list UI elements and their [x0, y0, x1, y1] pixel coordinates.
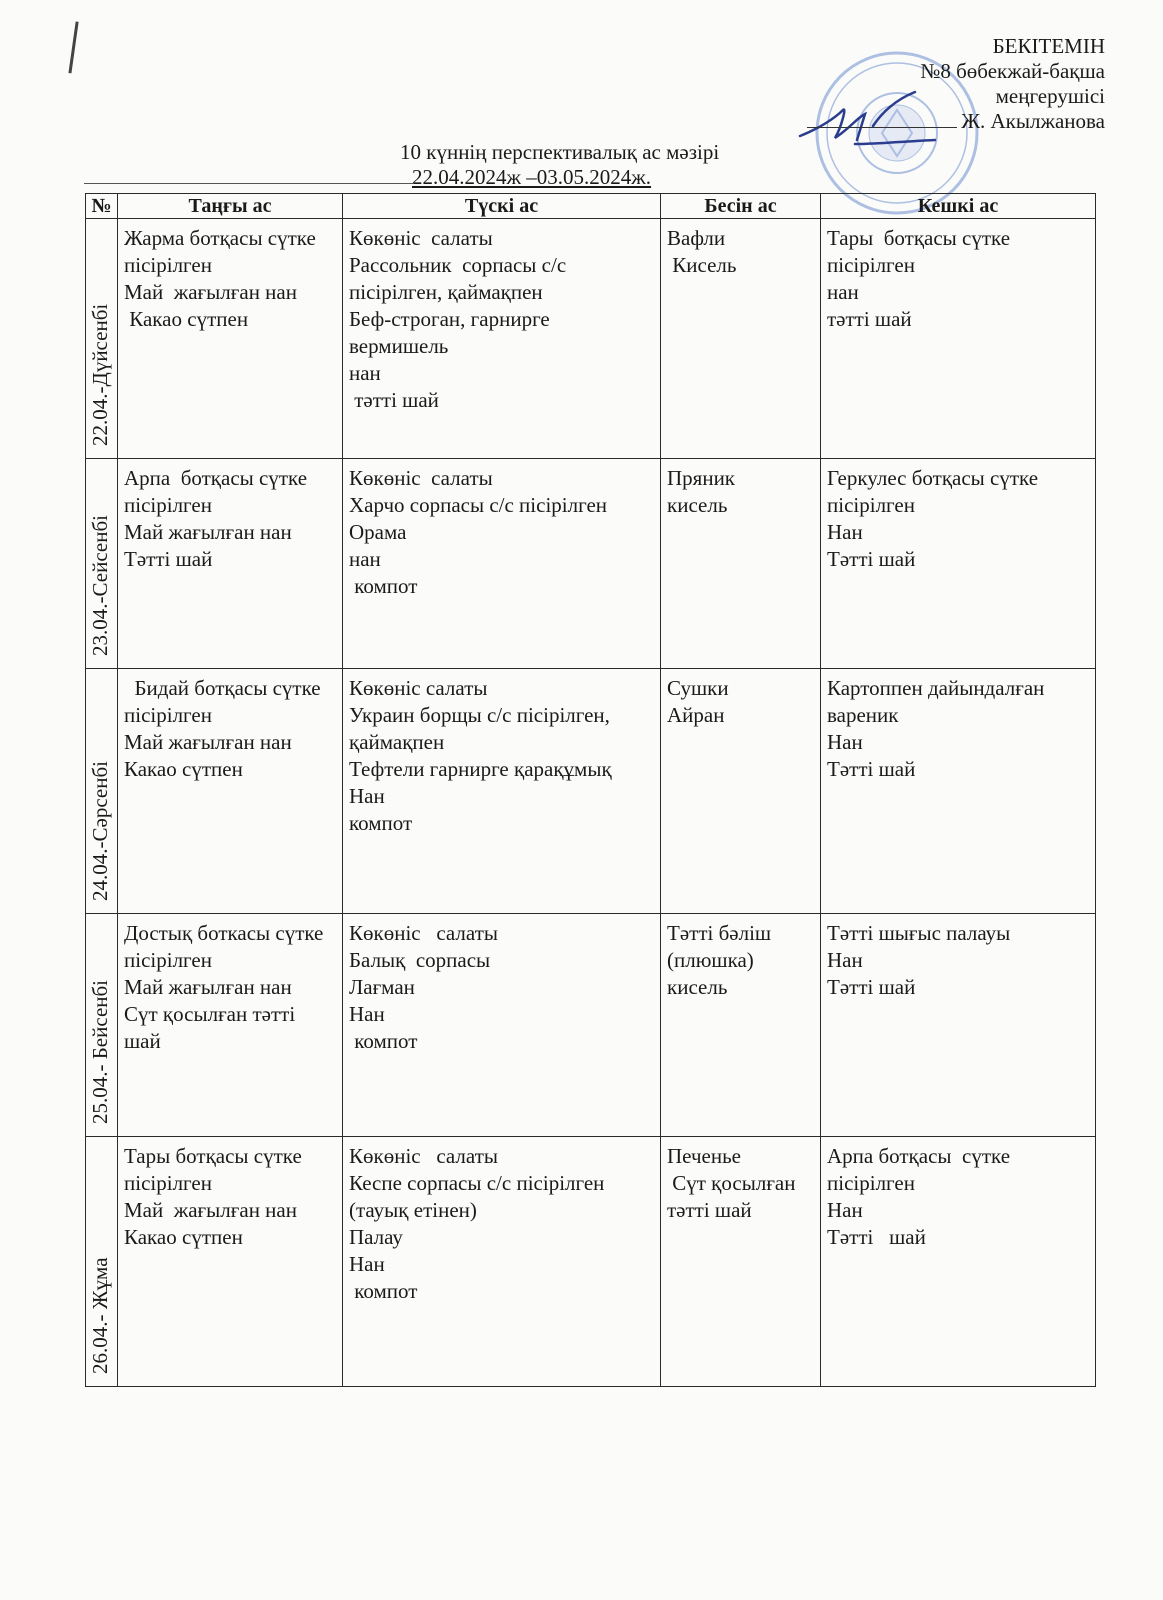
menu-item: тәтті шай — [349, 388, 439, 412]
menu-item: Какао сүтпен — [124, 307, 249, 331]
table-header-row — [86, 194, 1096, 219]
breakfast-cell — [118, 669, 343, 914]
day-label: 24.04.-Сәрсенбі — [87, 761, 112, 901]
title-dates: 22.04.2024ж –03.05.2024ж. — [412, 165, 652, 189]
menu-item: Айран — [667, 703, 725, 727]
menu-item: Май жағылған нан — [124, 730, 292, 754]
menu-item: Көкөніс салаты — [349, 1144, 498, 1168]
page-title — [400, 140, 820, 190]
menu-item: Нан — [827, 520, 863, 544]
breakfast-cell — [118, 459, 343, 669]
lunch-cell — [343, 1137, 661, 1387]
approval-position: меңгерушісі — [995, 84, 1105, 108]
dinner-cell — [821, 459, 1096, 669]
menu-item: тәтті шай — [827, 307, 912, 331]
menu-table — [85, 193, 1096, 1387]
menu-item: Арпа ботқасы сүтке пісірілген — [124, 466, 313, 517]
dinner-cell — [821, 1137, 1096, 1387]
breakfast-cell — [118, 219, 343, 459]
header-snack: Бесін ас — [661, 194, 821, 219]
menu-item: Көкөніс салаты — [349, 226, 493, 250]
snack-cell — [661, 219, 821, 459]
table-row — [86, 914, 1096, 1137]
menu-item: нан — [349, 361, 381, 385]
menu-item: Бидай ботқасы сүтке пісірілген — [124, 676, 326, 727]
table-row — [86, 1137, 1096, 1387]
menu-item: Тәтті шай — [827, 547, 916, 571]
menu-item: Сушки — [667, 676, 729, 700]
table-row — [86, 219, 1096, 459]
header-dinner: Кешкі ас — [821, 194, 1096, 219]
lunch-cell — [343, 459, 661, 669]
menu-item: Жарма ботқасы сүтке пісірілген — [124, 226, 322, 277]
signature-line — [807, 127, 957, 128]
menu-item: Нан — [827, 1198, 863, 1222]
menu-item: Май жағылған нан — [124, 520, 292, 544]
lunch-cell — [343, 914, 661, 1137]
pen-mark — [68, 21, 86, 74]
approval-name-line — [805, 109, 1105, 134]
table-body — [86, 219, 1096, 1387]
menu-item: Сүт қосылған тәтті шай — [667, 1171, 801, 1222]
day-cell — [86, 669, 118, 914]
day-cell — [86, 219, 118, 459]
snack-cell — [661, 1137, 821, 1387]
menu-item: Орама — [349, 520, 407, 544]
menu-item: Рассольник сорпасы с/с пісірілген, қаймақпен — [349, 253, 572, 304]
dinner-cell — [821, 914, 1096, 1137]
dinner-cell — [821, 669, 1096, 914]
menu-item: Нан — [349, 1002, 385, 1026]
day-label: 26.04.- Жұма — [87, 1257, 112, 1374]
menu-item: Нан — [349, 1252, 385, 1276]
menu-item: Нан — [349, 784, 385, 808]
day-label: 25.04.- Бейсенбі — [87, 979, 112, 1124]
approval-org: №8 бөбекжай-бақша — [920, 59, 1105, 83]
day-cell — [86, 914, 118, 1137]
day-label: 22.04.-Дүйсенбі — [87, 303, 112, 446]
header-breakfast: Таңғы ас — [118, 194, 343, 219]
menu-item: Геркулес ботқасы сүтке пісірілген — [827, 466, 1044, 517]
menu-item: Тефтели гарнирге қарақұмық — [349, 757, 612, 781]
menu-item: Лағман — [349, 975, 415, 999]
menu-item: компот — [349, 574, 418, 598]
menu-item: Достық боткасы сүтке пісірілген — [124, 921, 329, 972]
approval-heading: БЕКІТЕМІН — [992, 34, 1105, 58]
table-row — [86, 669, 1096, 914]
menu-item: Көкөніс салаты — [349, 676, 488, 700]
menu-item: Май жағылған нан — [124, 280, 297, 304]
menu-item: Май жағылған нан — [124, 975, 292, 999]
menu-item: Тәтті шай — [124, 547, 213, 571]
snack-cell — [661, 459, 821, 669]
menu-item: Тәтті шай — [827, 757, 916, 781]
menu-item: Сүт қосылған тәтті шай — [124, 1002, 301, 1053]
menu-item: Нан — [827, 730, 863, 754]
divider — [84, 183, 414, 184]
menu-item: Харчо сорпасы с/с пісірілген — [349, 493, 607, 517]
day-cell — [86, 1137, 118, 1387]
menu-item: Тәтті шай — [827, 975, 916, 999]
menu-item: компот — [349, 1029, 418, 1053]
day-cell — [86, 459, 118, 669]
menu-item: Какао сүтпен — [124, 1225, 243, 1249]
dinner-cell — [821, 219, 1096, 459]
menu-item: компот — [349, 811, 413, 835]
menu-item: Кеспе сорпасы с/с пісірілген (тауық етінен) — [349, 1171, 610, 1222]
menu-item: Нан — [827, 948, 863, 972]
menu-item: Печенье — [667, 1144, 741, 1168]
menu-item: Палау — [349, 1225, 403, 1249]
menu-item: компот — [349, 1279, 418, 1303]
menu-item: Көкөніс салаты — [349, 921, 498, 945]
menu-item: Беф-строган, гарнирге вермишель — [349, 307, 555, 358]
menu-item: Тәтті бәліш (плюшка) — [667, 921, 777, 972]
menu-item: Көкөніс салаты — [349, 466, 493, 490]
menu-item: Украин борщы с/с пісірілген, қаймақпен — [349, 703, 616, 754]
lunch-cell — [343, 669, 661, 914]
menu-item: Вафли — [667, 226, 726, 250]
approval-block — [805, 34, 1105, 134]
snack-cell — [661, 669, 821, 914]
menu-item: нан — [827, 280, 859, 304]
header-number: № — [86, 194, 118, 219]
header-lunch: Түскі ас — [343, 194, 661, 219]
day-label: 23.04.-Сейсенбі — [87, 515, 112, 656]
menu-item: нан — [349, 547, 381, 571]
lunch-cell — [343, 219, 661, 459]
title-text: 10 күннің перспективалық ас мәзірі — [400, 140, 720, 164]
menu-item: Тары ботқасы сүтке пісірілген — [124, 1144, 308, 1195]
menu-item: Тары ботқасы сүтке пісірілген — [827, 226, 1016, 277]
menu-item: Тәтті шығыс палауы — [827, 921, 1011, 945]
menu-item: Балық сорпасы — [349, 948, 491, 972]
menu-item: Тәтті шай — [827, 1225, 926, 1249]
breakfast-cell — [118, 914, 343, 1137]
menu-item: кисель — [667, 975, 728, 999]
snack-cell — [661, 914, 821, 1137]
menu-item: кисель — [667, 493, 728, 517]
table-row — [86, 459, 1096, 669]
menu-item: Арпа ботқасы сүтке пісірілген — [827, 1144, 1016, 1195]
menu-item: Пряник — [667, 466, 736, 490]
menu-item: Май жағылған нан — [124, 1198, 297, 1222]
breakfast-cell — [118, 1137, 343, 1387]
menu-item: Картоппен дайындалған вареник — [827, 676, 1050, 727]
menu-item: Кисель — [667, 253, 737, 277]
menu-item: Какао сүтпен — [124, 757, 243, 781]
approval-name: Ж. Акылжанова — [961, 109, 1105, 133]
